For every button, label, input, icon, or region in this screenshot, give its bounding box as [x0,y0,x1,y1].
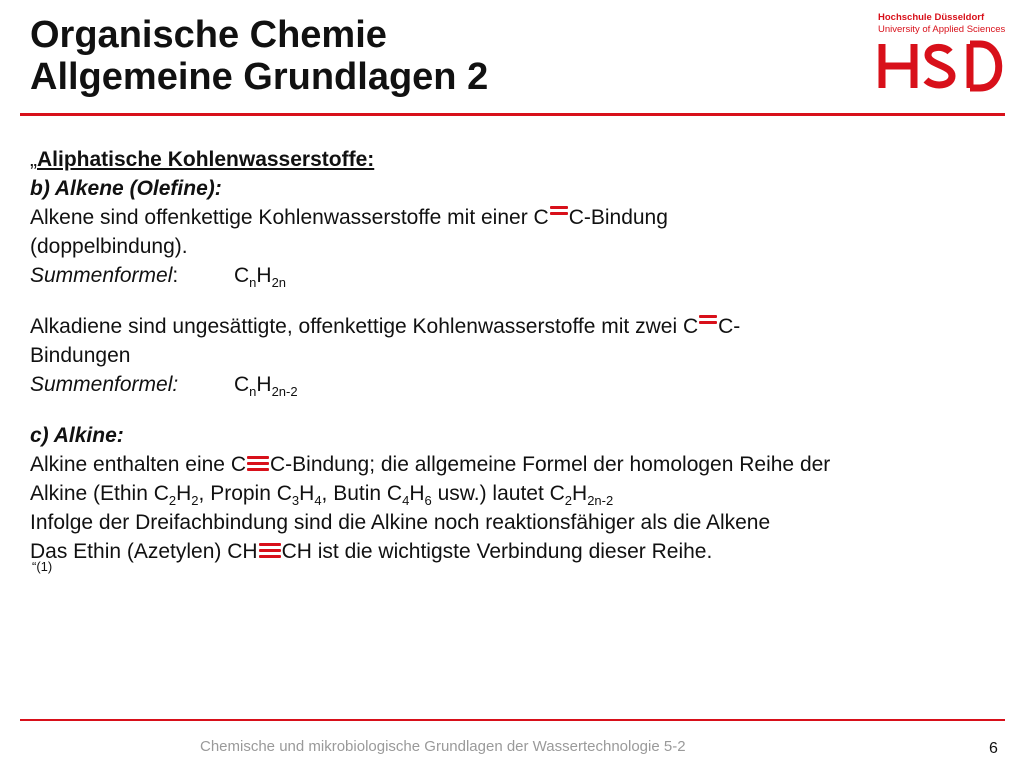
ethin-text-part-b: CH ist die wichtigste Verbindung dieser Reihe. [281,540,713,563]
summen-label-1: Summenformel [30,264,173,287]
triple-bond-icon [247,455,269,472]
hsd-wordmark-icon [878,40,1012,92]
alkadiene-text-part-a: Alkadiene sind ungesättigte, offenkettige Kohlenwasserstoffe mit zwei C [30,315,699,338]
logo-institution: Hochschule Düsseldorf [878,12,985,23]
section-heading [30,145,1005,174]
header-divider [20,113,1005,116]
alkene-definition-cont: (doppelbindung). [30,235,188,258]
double-bond-icon [550,205,568,217]
alkadiene-definition-cont: Bindungen [30,344,131,367]
ethin-text-part-a: Das Ethin (Azetylen) CH [30,540,258,563]
alkene-definition [30,203,1005,232]
double-bond-icon [699,314,717,326]
hsd-logo [878,12,1012,92]
alkine-heading: c) Alkine: [30,424,124,447]
alkine-reactivity: Infolge der Dreifachbindung sind die Alkine noch reaktionsfähiger als die Alkene [30,511,771,534]
summen-colon-1: : [172,264,179,287]
heading-text: Aliphatische Kohlenwasserstoffe: [37,148,375,171]
alkadiene-text-part-b: C- [718,315,741,338]
citation: “(1) [32,559,53,574]
slide-body [30,145,1005,574]
alkine-text-part-b: C-Bindung; die allgemeine Formel der homologen Reihe der [269,453,831,476]
alkene-heading: b) Alkene (Olefine): [30,177,222,200]
title-line-2: Allgemeine Grundlagen 2 [30,56,489,98]
alkene-formula: $C_nH_{2n}$ [234,264,287,290]
alkine-definition [30,450,1005,479]
alkine-text-part-a: Alkine enthalten eine C [30,453,246,476]
footer-text: Chemische und mikrobiologische Grundlagen der Wassertechnologie 5-2 [200,738,686,755]
triple-bond-icon [259,542,281,559]
logo-subtitle: University of Applied Sciences [878,24,1006,35]
summen-label-2: Summenformel: [30,373,179,396]
alkadiene-formula-line [30,370,1005,399]
title-line-1: Organische Chemie [30,14,387,56]
footer-divider [20,719,1005,721]
slide-title [30,14,488,98]
alkadiene-formula: $C_nH_{2n-2}$ [234,373,298,399]
alkine-examples: Alkine (Ethin $C_2H_2$, Propin $C_3H_4$, Butin $C_4H_6$ usw.) lautet $C_2H_{2n-2}$ [30,482,614,508]
alkene-text-part-a: Alkene sind offenkettige Kohlenwasserstoffe mit einer C [30,206,549,229]
alkene-formula-line [30,261,1005,290]
open-quote: „ [30,148,37,171]
alkene-text-part-b: C-Bindung [568,206,668,229]
page-number: 6 [989,740,998,757]
alkadiene-definition [30,312,1005,341]
